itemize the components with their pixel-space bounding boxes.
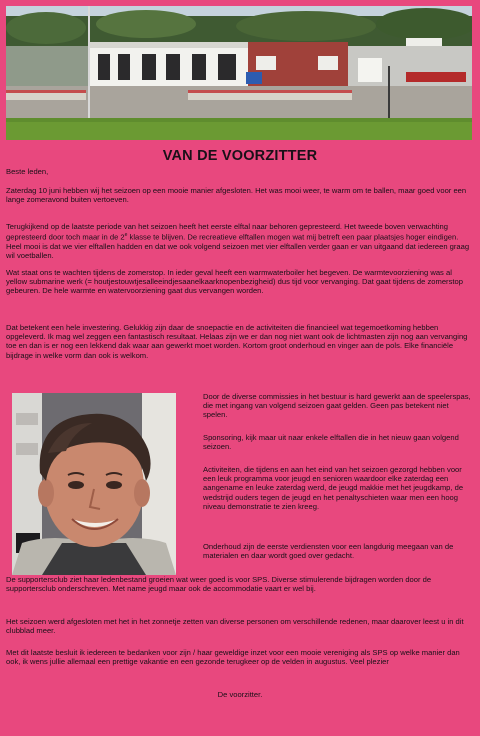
clubhouse-illustration	[6, 6, 472, 140]
portrait-illustration	[12, 393, 176, 575]
paragraph-season-end: Het seizoen werd afgesloten met het in het zonnetje zetten van diverse personen om verschillende redenen, maar daarover leest u in dit clubblad meer.	[6, 617, 464, 636]
clubhouse-photo	[6, 6, 472, 140]
paragraph-thanks: Met dit laatste besluit ik iedereen te bedanken voor zijn / haar geweldige inzet voor een mooie vereniging als SPS op welke manier dan ook, ik wens jullie allemaal een prettige vakantie en een gezonde terugkeer op de velden in augustus. Veel plezier	[6, 648, 460, 667]
paragraph-maintenance: Onderhoud zijn de eerste verdiensten voor een langdurig meegaan van de materialen en daar wordt goed over gedacht.	[203, 542, 454, 561]
paragraph-team-results: Terugkijkend op de laatste periode van het seizoen heeft het eerste elftal naar behoren gepresteerd. Het tweede boven verwachting gepresteerd door toch maar in de 2e klasse te blijven. De recreatieve elftallen mogen wat mij betreft een paar plaatsjes hoger eindigen. Heel mooi is dat we vier elftallen hadden en dat we ook volgend seizoen met vier elftallen verder gaan er van uitgaand dat iedereen graag wil voetballen.	[6, 222, 470, 261]
paragraph-supportersclub: De supportersclub ziet haar ledenbestand groeien wat weer goed is voor SPS. Diverse stimulerende bijdragen worden door de supportersclub onderschreven. Met name jeugd maar ook de accommodatie vaart er wel bij.	[6, 575, 432, 594]
page-title: VAN DE VOORZITTER	[162, 148, 318, 164]
paragraph-sponsoring: Sponsoring, kijk maar uit naar enkele elftallen die in het nieuw gaan volgend seizoen.	[203, 433, 459, 452]
paragraph-investment: Dat betekent een hele investering. Gelukkig zijn daar de snoepactie en de activiteiten die financieel wat tegemoetkoming hebben opgeleverd. Ik mag wel zeggen een fantastisch resultaat. Helaas zijn we er dan nog niet want ook de lichtmasten zijn nog aan vervanging toe en dan is er nog een lekkend dak waar aan gewerkt moet worden. Kortom groot onderhoud en vinger aan de pols. Elke financiële bijdrage in welke vorm dan ook is welkom.	[6, 323, 468, 360]
paragraph-activities: Activiteiten, die tijdens en aan het eind van het seizoen gezorgd hebben voor een leuk programma voor jeugd en senioren waardoor elke zaterdag een aangename en leuke zaterdag werd, de jeugd makkie met het jeugdkamp, de wedstrijd ouders tegen de jeugd en het penaltyschieten waar men een hoog niveau demonstratie te zien kreeg.	[203, 465, 464, 511]
chairman-portrait	[12, 393, 176, 575]
paragraph-player-pass: Door de diverse commissies in het bestuur is hard gewerkt aan de speelerspas, die met ingang van volgend seizoen gaat gelden. Geen pas betekent niet spelen.	[203, 392, 471, 420]
paragraph-summer-break: Wat staat ons te wachten tijdens de zomerstop. In ieder geval heeft een warmwaterboiler het begeven. De warmtevoorziening was al yellow submarine werk (= houtjestouwtjesalleeindjesaanelkaarknopenbezigheid) dus tijd voor vervanging. Dat gaat tijdens de zomerstop gebeuren. De hele warmte en watervoorziening gaat dus vervangen worden.	[6, 268, 463, 296]
paragraph-season-closing: Zaterdag 10 juni hebben wij het seizoen op een mooie manier afgesloten. Het was mooi weer, te warm om te ballen, maar goed voor een lange zomeravond buiten vertoeven.	[6, 186, 467, 205]
greeting: Beste leden,	[6, 167, 49, 176]
signature: De voorzitter.	[217, 690, 263, 699]
